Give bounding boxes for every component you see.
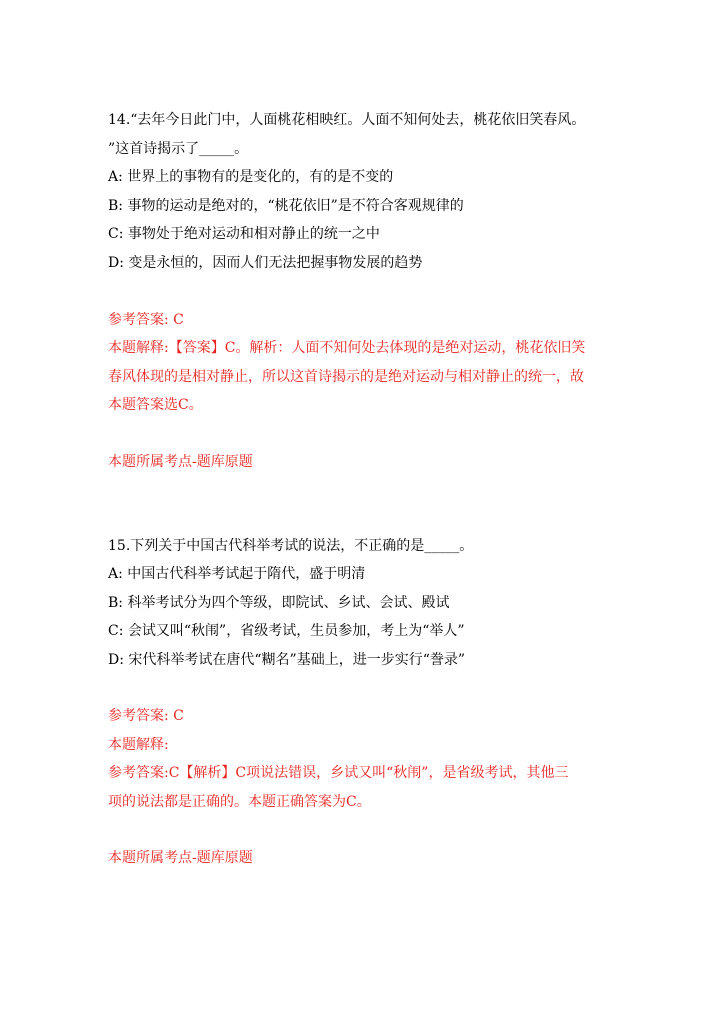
q15-explain-line2: 项的说法都是正确的。本题正确答案为C。 <box>108 794 371 810</box>
q15-option-d: D: 宋代科举考试在唐代“糊名”基础上，进一步实行“誊录” <box>108 652 466 668</box>
q15-stem: 15.下列关于中国古代科举考试的说法，不正确的是_____。 <box>108 538 474 554</box>
q15-option-b: B: 科举考试分为四个等级，即院试、乡试、会试、殿试 <box>108 595 450 611</box>
q14-category: 本题所属考点-题库原题 <box>108 454 253 470</box>
q15-answer: 参考答案: C <box>108 708 184 724</box>
q14-explain-line1: 本题解释:【答案】C。解析：人面不知何处去体现的是绝对运动，桃花依旧笑 <box>108 340 586 356</box>
q15-option-c: C: 会试又叫“秋闱”，省级考试，生员参加，考上为“举人” <box>108 623 465 639</box>
q14-explain-line3: 本题答案选C。 <box>108 397 203 413</box>
q14-stem-line1: 14.“去年今日此门中，人面桃花相映红。人面不知何处去，桃花依旧笑春风。 <box>108 112 586 128</box>
q14-explain-line2: 春风体现的是相对静止，所以这首诗揭示的是绝对运动与相对静止的统一，故 <box>108 369 584 385</box>
q14-option-d: D: 变是永恒的，因而人们无法把握事物发展的趋势 <box>108 255 423 271</box>
q14-option-a: A: 世界上的事物有的是变化的，有的是不变的 <box>108 169 394 185</box>
q15-explain-line1: 参考答案:C【解析】C项说法错误，乡试又叫“秋闱”，是省级考试，其他三 <box>108 765 569 781</box>
q14-option-b: B: 事物的运动是绝对的，“桃花依旧”是不符合客观规律的 <box>108 198 464 214</box>
q15-explain-label: 本题解释: <box>108 737 169 753</box>
q14-answer: 参考答案: C <box>108 312 184 328</box>
q15-option-a: A: 中国古代科举考试起于隋代，盛于明清 <box>108 566 366 582</box>
q14-stem-line2: ”这首诗揭示了_____。 <box>108 141 249 157</box>
q14-option-c: C: 事物处于绝对运动和相对静止的统一之中 <box>108 226 380 242</box>
q15-category: 本题所属考点-题库原题 <box>108 850 253 866</box>
